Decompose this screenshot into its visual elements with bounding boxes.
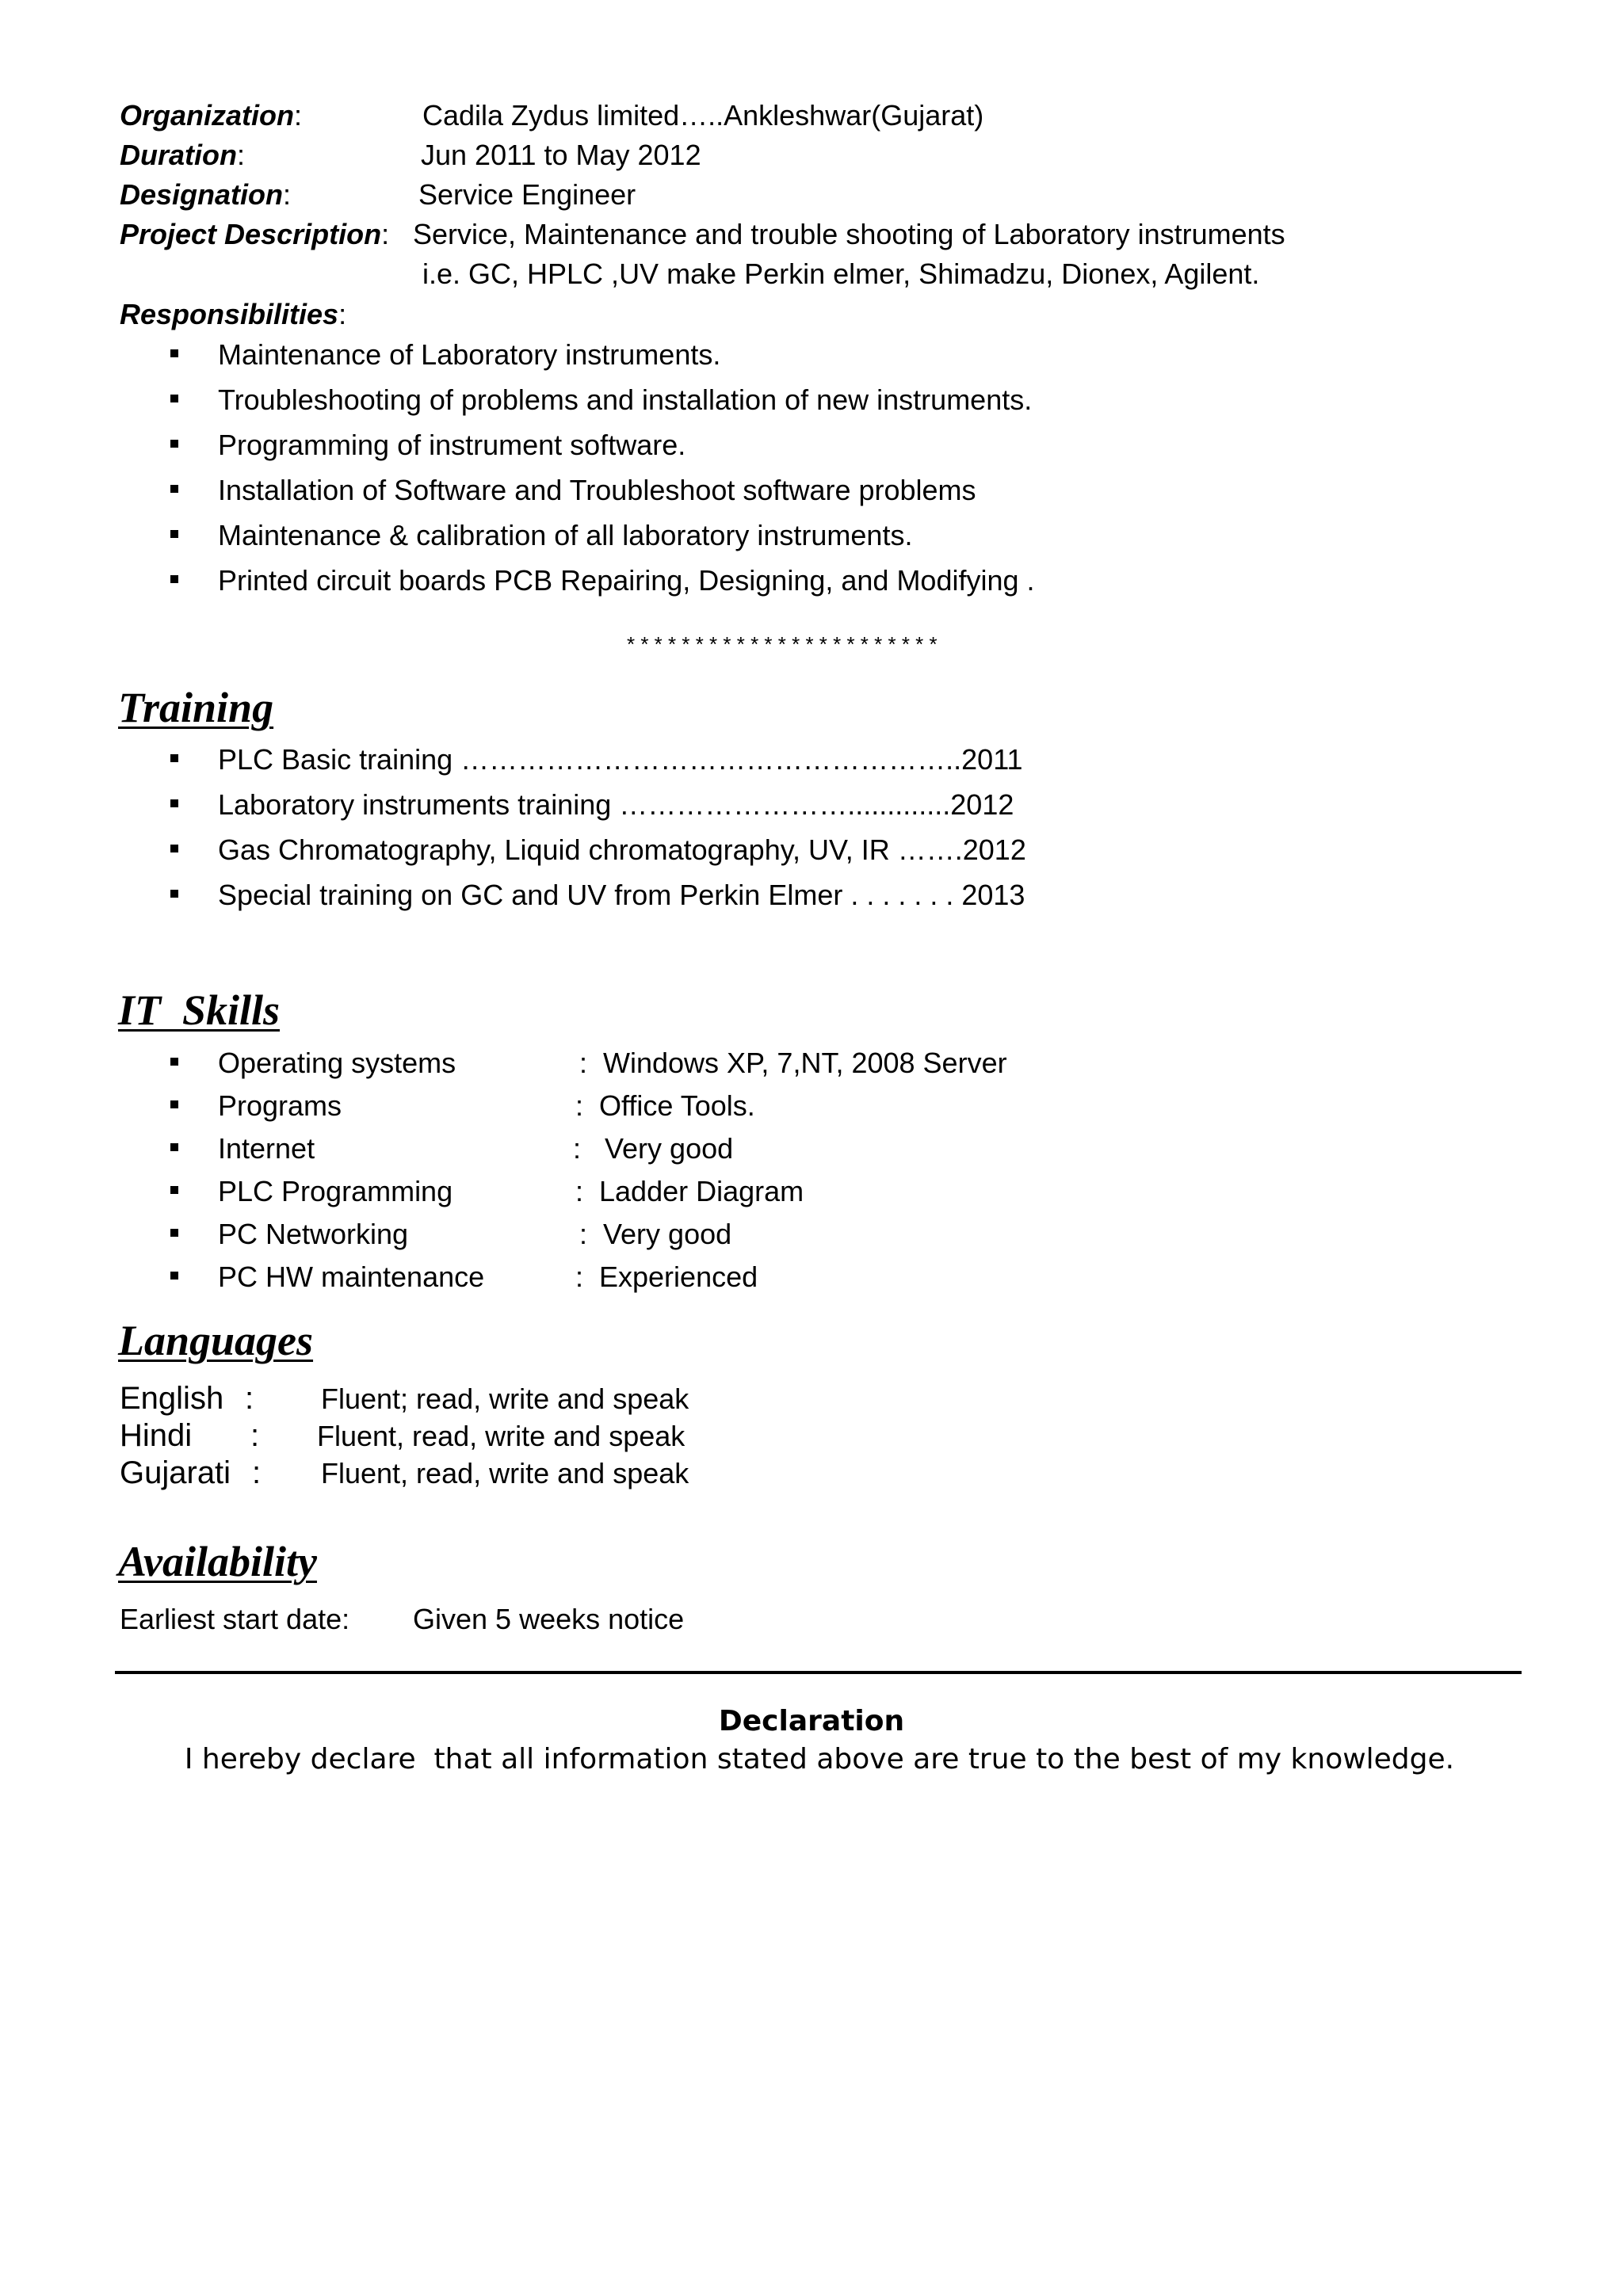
project-description-line1: Service, Maintenance and trouble shooting of Laboratory instruments xyxy=(413,218,1285,250)
bullet xyxy=(170,754,178,762)
list-item: Installation of Software and Troubleshoot software problems xyxy=(218,474,976,506)
project-description-label: Project Description: xyxy=(120,218,390,250)
availability-value: Given 5 weeks notice xyxy=(413,1603,685,1635)
language-colon: : xyxy=(245,1381,254,1416)
organization-value: Cadila Zydus limited…..Ankleshwar(Gujarat) xyxy=(422,99,984,132)
language-level: Fluent, read, write and speak xyxy=(317,1420,685,1452)
availability-label: Earliest start date: xyxy=(120,1603,350,1635)
project-label-text: Project Description xyxy=(120,218,382,250)
organization-label: Organization: xyxy=(120,99,303,132)
skill-name: PC HW maintenance xyxy=(218,1261,485,1293)
bullet xyxy=(170,845,178,852)
bullet xyxy=(170,1229,178,1237)
bullet xyxy=(170,530,178,538)
designation-label: Designation: xyxy=(120,178,292,211)
designation-label-text: Designation xyxy=(120,178,284,211)
duration-value: Jun 2011 to May 2012 xyxy=(421,139,701,171)
skill-value: : Very good xyxy=(573,1132,734,1165)
list-item: Maintenance of Laboratory instruments. xyxy=(218,338,721,371)
language-level: Fluent; read, write and speak xyxy=(321,1383,689,1415)
bullet xyxy=(170,799,178,807)
skill-value: : Office Tools. xyxy=(575,1089,755,1122)
language-colon: : xyxy=(250,1418,260,1453)
responsibilities-label: Responsibilities: xyxy=(120,298,347,330)
bullet xyxy=(170,890,178,898)
language-name: English xyxy=(120,1381,224,1416)
bullet xyxy=(170,1058,178,1066)
bullet xyxy=(170,440,178,448)
list-item: Laboratory instruments training …………………….............2012 xyxy=(218,788,1014,821)
skill-name: Programs xyxy=(218,1089,342,1122)
list-item: Maintenance & calibration of all laboratory instruments. xyxy=(218,519,913,551)
language-name: Hindi xyxy=(120,1418,193,1453)
project-description-line2: i.e. GC, HPLC ,UV make Perkin elmer, Shimadzu, Dionex, Agilent. xyxy=(422,257,1260,290)
bullet xyxy=(170,1272,178,1280)
list-item: PLC Basic training ……………………………………………..2011 xyxy=(218,743,1023,776)
bullet xyxy=(170,1100,178,1108)
language-name: Gujarati xyxy=(120,1455,231,1490)
duration-label: Duration: xyxy=(120,139,246,171)
bullet xyxy=(170,575,178,583)
training-heading: Training xyxy=(118,684,274,731)
skill-name: Operating systems xyxy=(218,1047,456,1079)
languages-heading: Languages xyxy=(118,1317,314,1364)
organization-label-text: Organization xyxy=(120,99,295,132)
designation-value: Service Engineer xyxy=(418,178,636,211)
duration-label-text: Duration xyxy=(120,139,237,171)
bullet xyxy=(170,1143,178,1151)
list-item: Troubleshooting of problems and installation of new instruments. xyxy=(218,383,1033,416)
bullet xyxy=(170,395,178,402)
availability-heading: Availability xyxy=(118,1538,317,1585)
skill-name: Internet xyxy=(218,1132,315,1165)
declaration-title: Declaration xyxy=(718,1705,905,1737)
bullet xyxy=(170,1186,178,1194)
divider-line xyxy=(115,1671,1522,1674)
separator-stars: * * * * * * * * * * * * * * * * * * * * * * * xyxy=(627,632,938,656)
language-level: Fluent, read, write and speak xyxy=(321,1457,689,1489)
skill-name: PC Networking xyxy=(218,1218,409,1250)
list-item: Gas Chromatography, Liquid chromatography, UV, IR …….2012 xyxy=(218,833,1026,866)
declaration-text: I hereby declare that all information stated above are true to the best of my knowledge. xyxy=(184,1743,1455,1775)
skill-value: : Very good xyxy=(579,1218,732,1250)
bullet xyxy=(170,349,178,357)
language-colon: : xyxy=(252,1455,262,1490)
skill-value: : Experienced xyxy=(575,1261,758,1293)
list-item: Programming of instrument software. xyxy=(218,429,686,461)
skill-name: PLC Programming xyxy=(218,1175,453,1207)
skill-value: : Windows XP, 7,NT, 2008 Server xyxy=(579,1047,1007,1079)
list-item: Printed circuit boards PCB Repairing, Designing, and Modifying . xyxy=(218,564,1035,597)
list-item: Special training on GC and UV from Perkin Elmer . . . . . . . 2013 xyxy=(218,879,1025,911)
it-skills-heading: IT Skills xyxy=(118,986,281,1034)
responsibilities-label-text: Responsibilities xyxy=(120,298,339,330)
skill-value: : Ladder Diagram xyxy=(575,1175,804,1207)
bullet xyxy=(170,485,178,493)
